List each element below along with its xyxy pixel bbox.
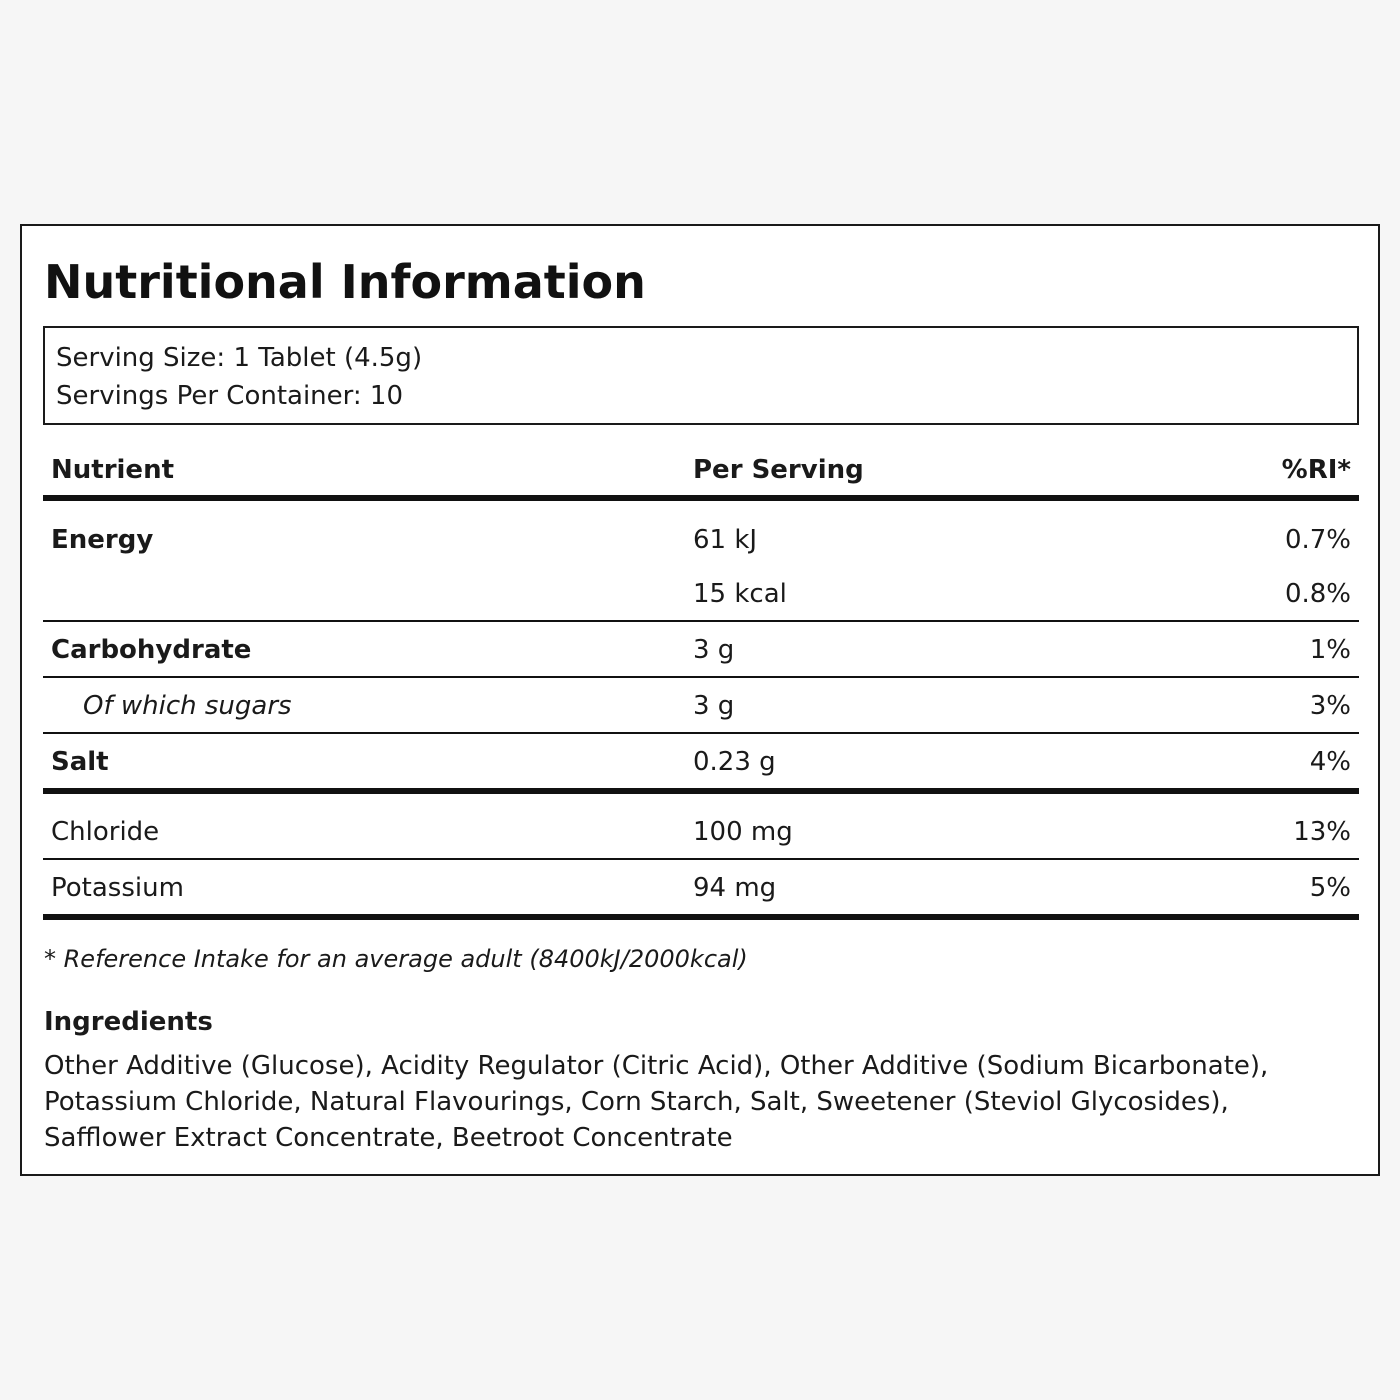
- row-divider: [43, 676, 1359, 678]
- serving-info-box: [43, 326, 1359, 425]
- ri-value: 4%: [1309, 747, 1351, 777]
- table-bottom-divider: [43, 914, 1359, 920]
- per-serving-value: 3 g: [693, 635, 735, 665]
- per-serving-value: 100 mg: [693, 817, 793, 847]
- reference-intake-footnote: * Reference Intake for an average adult (8400kJ/2000kcal): [44, 945, 748, 973]
- header-per-serving: Per Serving: [693, 455, 864, 485]
- ri-value: 13%: [1293, 817, 1351, 847]
- ingredients-heading: Ingredients: [44, 1007, 213, 1037]
- nutrient-name: Salt: [51, 747, 109, 777]
- header-nutrient: Nutrient: [51, 455, 175, 485]
- serving-size: Serving Size: 1 Tablet (4.5g): [56, 343, 423, 373]
- nutrient-name: Chloride: [51, 817, 160, 847]
- per-serving-value: 0.23 g: [693, 747, 776, 777]
- ri-value: 0.8%: [1284, 579, 1351, 609]
- header-ri: %RI*: [1281, 455, 1351, 485]
- ri-value: 3%: [1309, 691, 1351, 721]
- per-serving-value: 94 mg: [693, 873, 777, 903]
- per-serving-value: 3 g: [693, 691, 735, 721]
- row-divider: [43, 620, 1359, 622]
- header-divider: [43, 495, 1359, 501]
- row-divider: [43, 732, 1359, 734]
- nutrient-name: Energy: [51, 525, 154, 555]
- ri-value: 0.7%: [1284, 525, 1351, 555]
- ri-value: 5%: [1309, 873, 1351, 903]
- ingredients-list: Other Additive (Glucose), Acidity Regulator (Citric Acid), Other Additive (Sodium Bicarbonate), Potassium Chloride, Natural Flavourings, Corn Starch, Salt, Sweetener (Steviol Glycosides), Safflower Extract Concentrate, Beetroot Concentrate: [44, 1051, 1269, 1153]
- row-divider: [43, 858, 1359, 860]
- nutrient-name: Potassium: [51, 873, 184, 903]
- label-title: Nutritional Information: [44, 255, 646, 309]
- per-serving-value: 61 kJ: [693, 525, 758, 555]
- section-divider: [43, 788, 1359, 794]
- ri-value: 1%: [1309, 635, 1351, 665]
- nutrition-label: [20, 224, 1380, 1176]
- servings-per-container: Servings Per Container: 10: [56, 381, 404, 411]
- nutrient-name: Of which sugars: [83, 691, 292, 721]
- nutrient-name: Carbohydrate: [51, 635, 252, 665]
- per-serving-value: 15 kcal: [693, 579, 787, 609]
